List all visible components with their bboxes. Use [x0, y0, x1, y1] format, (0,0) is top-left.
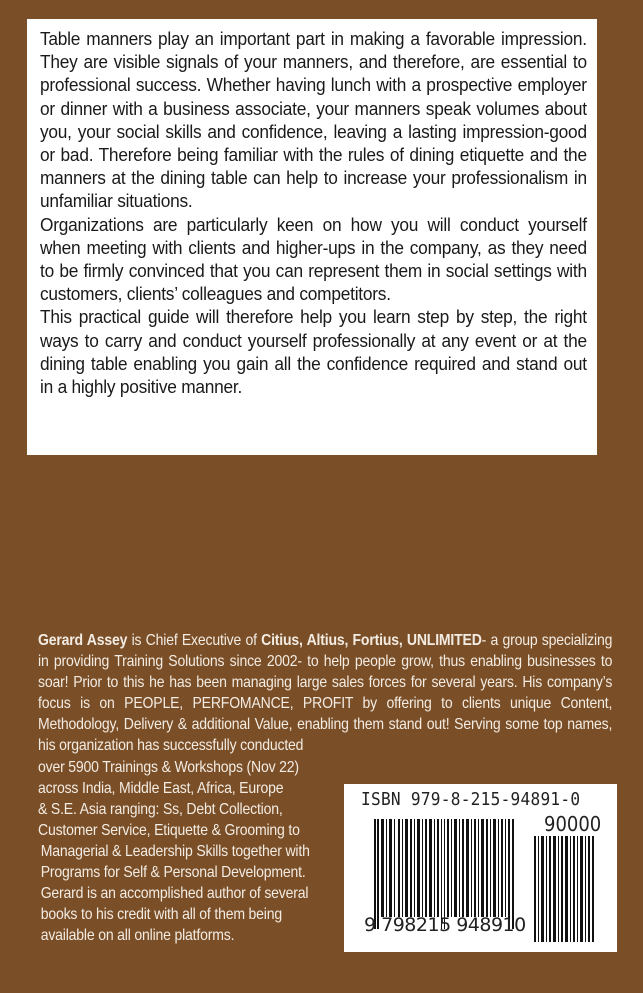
- bio-line: & S.E. Asia ranging: Ss, Debt Collection,: [38, 800, 283, 818]
- author-bio-body: - a group specializing in providing Training Solutions since 2002- to help people grow, thus enabling businesses to soar! Prior to this he has been managing large sales forces for several years. His company’s focus is on PEOPLE, PERFOMANCE, PROFIT by offering to clients unique Content, Methodology, Delivery & additional Value, enabling them stand out! Serving some top names, his organization has successfully conducted: [38, 632, 613, 755]
- blurb-paragraph-3: This practical guide will therefore help you learn step by step, the right ways to carry and conduct yourself professionally at any event or at the dining table enabling you gain all the confidence required and stand out in a highly positive manner.: [40, 306, 587, 398]
- author-intro: is Chief Executive of: [127, 632, 262, 649]
- bio-line: Programs for Self & Personal Development.: [40, 864, 306, 882]
- bio-line: across India, Middle East, Africa, Europe: [38, 779, 284, 797]
- isbn-label: ISBN 979-8-215-94891-0: [361, 790, 581, 810]
- bio-line: Gerard is an accomplished author of several: [40, 885, 309, 903]
- price-code: 90000: [544, 812, 602, 836]
- bio-line: books to his credit with all of them being: [40, 906, 282, 924]
- bio-line: available on all online platforms.: [40, 927, 235, 945]
- author-bio-wide-text: [38, 630, 612, 757]
- bio-line: Managerial & Leadership Skills together with: [40, 842, 310, 860]
- blurb-paragraph-2: Organizations are particularly keen on how you will conduct yourself when meeting with clients and higher-ups in the company, as they need to be firmly convinced that you can represent them in social settings with customers, clients’ colleagues and competitors.: [40, 213, 587, 305]
- isbn-barcode-box: [344, 784, 617, 952]
- ean-digits: 9 798215 948910: [364, 914, 526, 936]
- author-bio-narrow-text: [38, 757, 344, 947]
- company-name: Citius, Altius, Fortius, UNLIMITED: [261, 632, 482, 649]
- blurb-box: [27, 19, 597, 455]
- bio-line: Customer Service, Etiquette & Grooming to: [38, 821, 300, 839]
- bio-line: over 5900 Trainings & Workshops (Nov 22): [38, 758, 299, 776]
- author-name: Gerard Assey: [38, 632, 128, 649]
- blurb-paragraph-1: Table manners play an important part in making a favorable impression. They are visible signals of your manners, and therefore, are essential to professional success. Whether having lunch with a prospective employer or dinner with a business associate, your manners speak volumes about you, your social skills and confidence, leaving a lasting impression-good or bad. Therefore being familiar with the rules of dining etiquette and the manners at the dining table can help to increase your professionalism in unfamiliar situations.: [40, 28, 587, 212]
